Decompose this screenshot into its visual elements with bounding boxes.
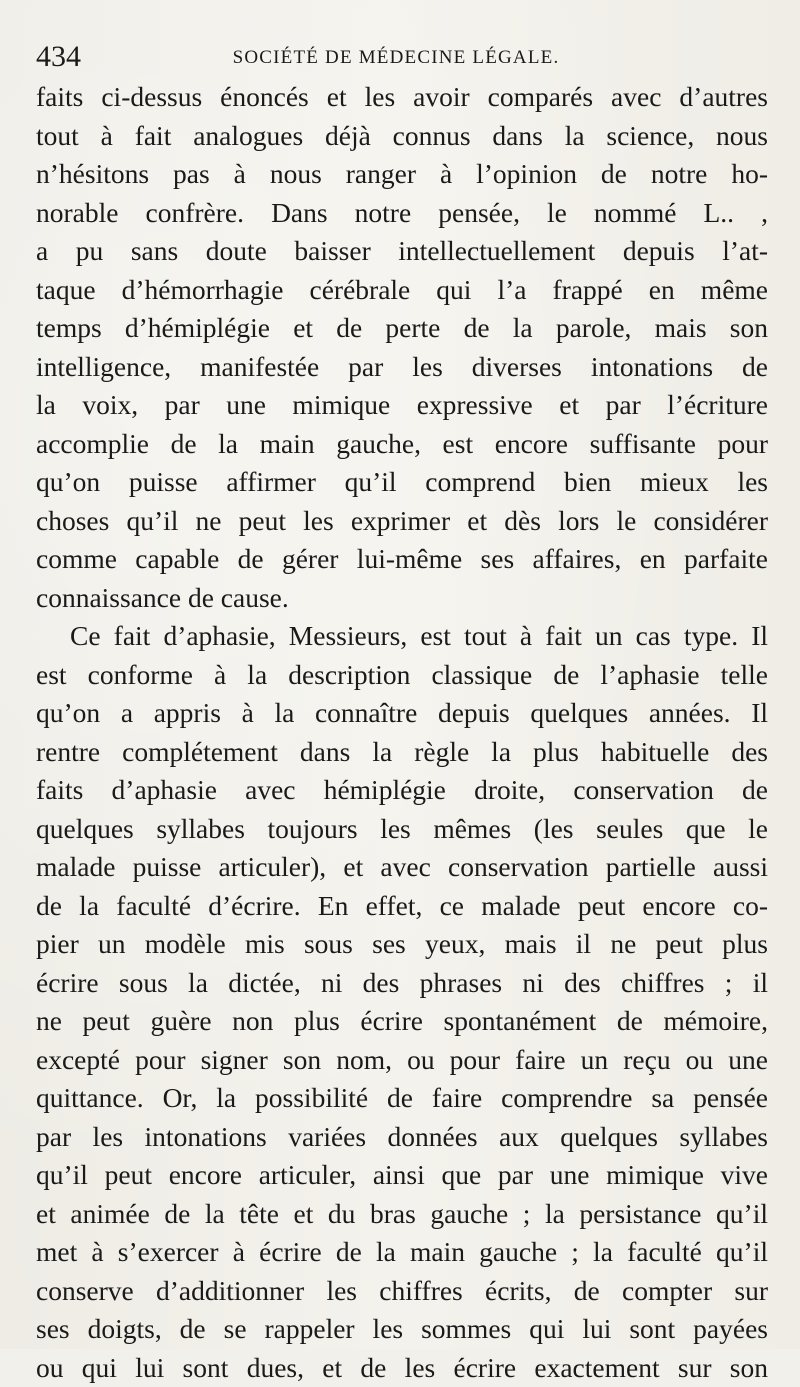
text-line: écrire sous la dictée, ni des phrases ni des chiffres ; il xyxy=(36,964,768,1003)
running-head: SOCIÉTÉ DE MÉDECINE LÉGALE. xyxy=(36,44,756,72)
text-line: qu’il peut encore articuler, ainsi que par une mimique vive xyxy=(36,1156,768,1195)
text-line: taque d’hémorrhagie cérébrale qui l’a frappé en même xyxy=(36,271,768,310)
text-line: ses doigts, de se rappeler les sommes qui lui sont payées xyxy=(36,1310,768,1349)
text-line: quelques syllabes toujours les mêmes (les seules que le xyxy=(36,810,768,849)
text-line: met à s’exercer à écrire de la main gauche ; la faculté qu’il xyxy=(36,1233,768,1272)
text-line: accomplie de la main gauche, est encore suffisante pour xyxy=(36,425,768,464)
text-line: quittance. Or, la possibilité de faire comprendre sa pensée xyxy=(36,1079,768,1118)
text-line: pier un modèle mis sous ses yeux, mais il ne peut plus xyxy=(36,925,768,964)
text-line-paragraph-start: Ce fait d’aphasie, Messieurs, est tout à fait un cas type. Il xyxy=(36,617,768,656)
text-line: excepté pour signer son nom, ou pour faire un reçu ou une xyxy=(36,1041,768,1080)
text-line: ne peut guère non plus écrire spontanément de mémoire, xyxy=(36,1002,768,1041)
body-text xyxy=(36,78,768,1387)
text-line: est conforme à la description classique de l’aphasie telle xyxy=(36,656,768,695)
text-line: n’hésitons pas à nous ranger à l’opinion de notre ho- xyxy=(36,155,768,194)
text-line: a pu sans doute baisser intellectuellement depuis l’at- xyxy=(36,232,768,271)
text-line: conserve d’additionner les chiffres écrits, de compter sur xyxy=(36,1272,768,1311)
text-line: la voix, par une mimique expressive et par l’écriture xyxy=(36,386,768,425)
text-line: rentre complétement dans la règle la plus habituelle des xyxy=(36,733,768,772)
text-line: et animée de la tête et du bras gauche ; la persistance qu’il xyxy=(36,1195,768,1234)
text-line-paragraph-end: connaissance de cause. xyxy=(36,579,768,618)
text-line: par les intonations variées données aux quelques syllabes xyxy=(36,1118,768,1157)
text-line: temps d’hémiplégie et de perte de la parole, mais son xyxy=(36,309,768,348)
text-line: qu’on a appris à la connaître depuis quelques années. Il xyxy=(36,694,768,733)
text-line: norable confrère. Dans notre pensée, le nommé L.. , xyxy=(36,194,768,233)
text-line: choses qu’il ne peut les exprimer et dès lors le considérer xyxy=(36,502,768,541)
text-line: qu’on puisse affirmer qu’il comprend bien mieux les xyxy=(36,463,768,502)
text-line: intelligence, manifestée par les diverses intonations de xyxy=(36,348,768,387)
text-line: ou qui lui sont dues, et de les écrire exactement sur son xyxy=(36,1349,768,1387)
text-line: malade puisse articuler), et avec conservation partielle aussi xyxy=(36,848,768,887)
text-line: faits d’aphasie avec hémiplégie droite, conservation de xyxy=(36,771,768,810)
page-header xyxy=(36,40,756,74)
text-line: comme capable de gérer lui-même ses affaires, en parfaite xyxy=(36,540,768,579)
text-line: de la faculté d’écrire. En effet, ce malade peut encore co- xyxy=(36,887,768,926)
text-line: tout à fait analogues déjà connus dans la science, nous xyxy=(36,117,768,156)
page-number: 434 xyxy=(36,40,81,74)
text-line: faits ci-dessus énoncés et les avoir comparés avec d’autres xyxy=(36,78,768,117)
